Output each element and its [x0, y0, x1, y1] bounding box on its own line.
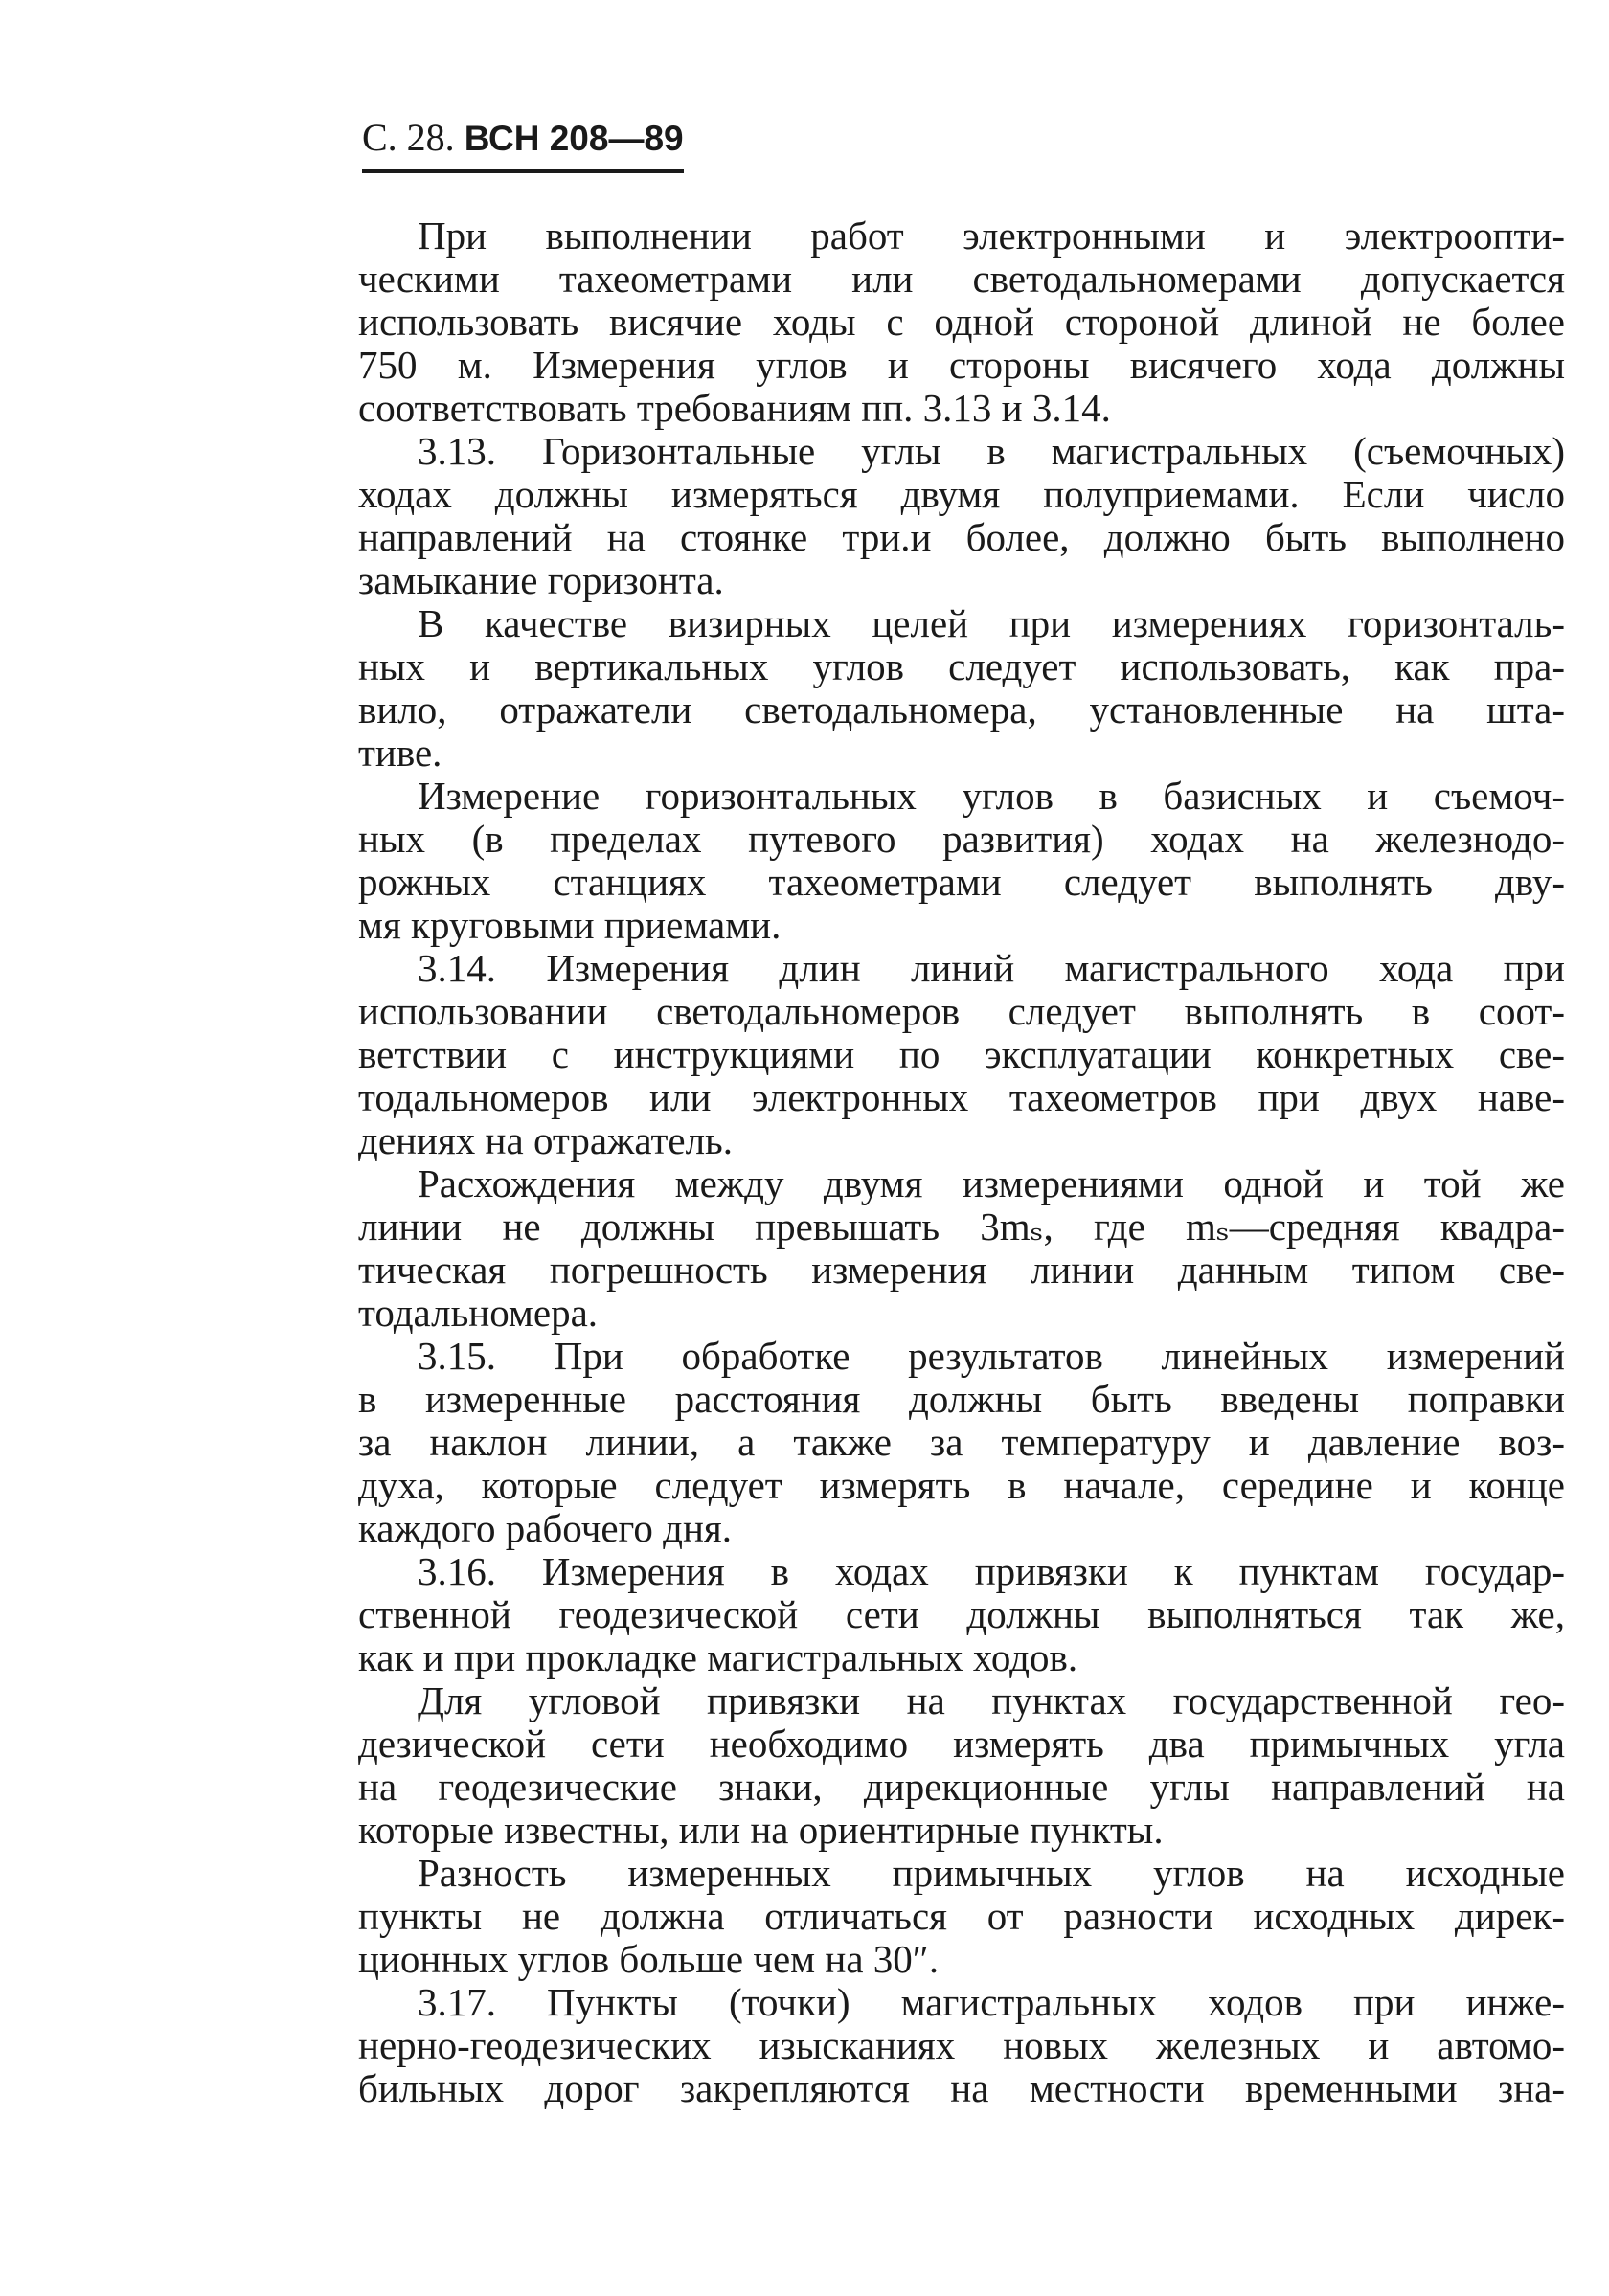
text-line: рожных станциях тахеометрами следует выполнять дву- [358, 861, 1565, 904]
text-line: за наклон линии, а также за температуру и давление воз- [358, 1421, 1565, 1464]
text-line: ходах должны измеряться двумя полуприемами. Если число [358, 473, 1565, 516]
text-line: Разность измеренных примычных углов на исходные [418, 1852, 1565, 1895]
text-line: Для угловой привязки на пунктах государственной гео- [418, 1679, 1565, 1722]
text-line: 3.15. При обработке результатов линейных измерений [418, 1335, 1565, 1378]
text-line: бильных дорог закрепляются на местности временными зна- [358, 2067, 1565, 2110]
text-line: тодальномеров или электронных тахеометров при двух наве- [358, 1076, 1565, 1119]
text-line: использовании светодальномеров следует выполнять в соот- [358, 990, 1565, 1033]
text-line: использовать висячие ходы с одной стороной длиной не более [358, 301, 1565, 344]
text-line: дезической сети необходимо измерять два примычных угла [358, 1722, 1565, 1766]
text-line: пункты не должна отличаться от разности исходных дирек- [358, 1895, 1565, 1938]
text-line: на геодезические знаки, дирекционные углы направлений на [358, 1766, 1565, 1809]
text-line: При выполнении работ электронными и электроопти- [418, 214, 1565, 258]
text-line: нерно-геодезических изысканиях новых железных и автомо- [358, 2024, 1565, 2067]
text-line: тиве. [358, 732, 442, 775]
text-line: 3.14. Измерения длин линий магистрального хода при [418, 947, 1565, 990]
text-line: ных (в пределах путевого развития) ходах на железнодо- [358, 818, 1565, 861]
text-line: вило, отражатели светодальномера, установленные на шта- [358, 688, 1565, 732]
text-line: Измерение горизонтальных углов в базисных и съемоч- [418, 775, 1565, 818]
page-number: С. 28. [362, 116, 455, 159]
text-line: 750 м. Измерения углов и стороны висячего хода должны [358, 344, 1565, 387]
document-code: ВСН 208—89 [464, 119, 684, 158]
document-body [358, 214, 1565, 2110]
text-line: тодальномера. [358, 1292, 599, 1335]
text-line: ных и вертикальных углов следует использовать, как пра- [358, 645, 1565, 688]
text-line: дениях на отражатель. [358, 1119, 734, 1162]
text-line: замыкание горизонта. [358, 559, 724, 602]
text-line: как и при прокладке магистральных ходов. [358, 1636, 1078, 1679]
text-line: которые известны, или на ориентирные пункты. [358, 1809, 1164, 1852]
text-line: духа, которые следует измерять в начале, середине и конце [358, 1464, 1565, 1507]
text-line: ческими тахеометрами или светодальномерами допускается [358, 258, 1565, 301]
text-line: ственной геодезической сети должны выполняться так же, [358, 1593, 1565, 1636]
text-line: ветствии с инструкциями по эксплуатации конкретных све- [358, 1033, 1565, 1076]
text-line: В качестве визирных целей при измерениях горизонталь- [418, 602, 1565, 645]
text-line: 3.13. Горизонтальные углы в магистральных (съемочных) [418, 430, 1565, 473]
text-line: Расхождения между двумя измерениями одной и той же [418, 1162, 1565, 1205]
text-line: в измеренные расстояния должны быть введены поправки [358, 1378, 1565, 1421]
text-line: линии не должны превышать 3mₛ, где mₛ—средняя квадра- [358, 1205, 1565, 1249]
text-line: соответствовать требованиям пп. 3.13 и 3.14. [358, 387, 1111, 430]
text-line: ционных углов больше чем на 30″. [358, 1938, 940, 1981]
text-line: тическая погрешность измерения линии данным типом све- [358, 1249, 1565, 1292]
page-header [362, 115, 684, 173]
text-line: мя круговыми приемами. [358, 904, 782, 947]
text-line: 3.16. Измерения в ходах привязки к пунктам государ- [418, 1550, 1565, 1593]
text-line: каждого рабочего дня. [358, 1507, 733, 1550]
text-line: направлений на стоянке три.и более, должно быть выполнено [358, 516, 1565, 559]
text-line: 3.17. Пункты (точки) магистральных ходов при инже- [418, 1981, 1565, 2024]
